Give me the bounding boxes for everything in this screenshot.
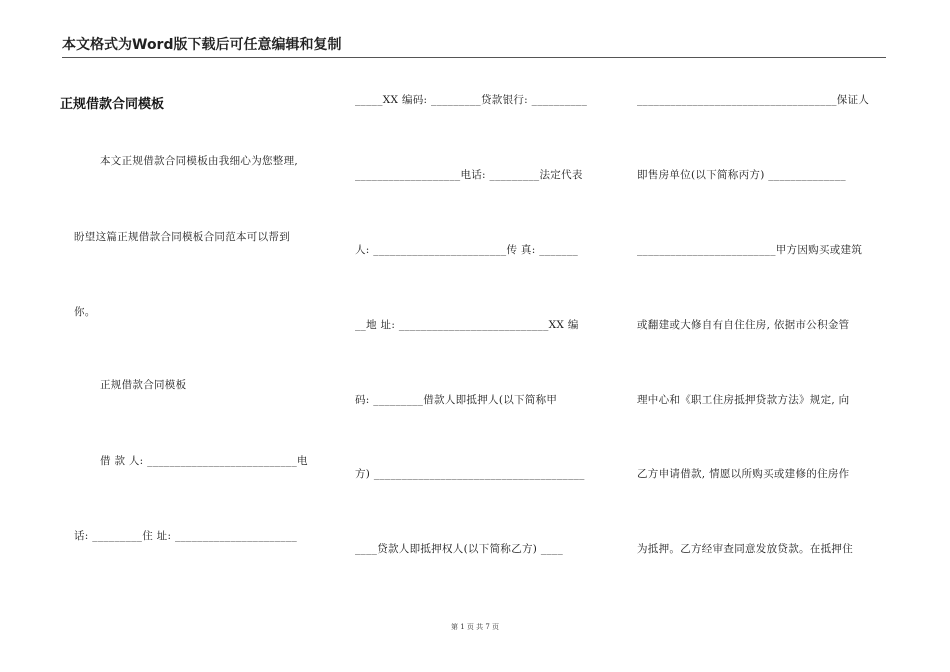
section-heading: 正规借款合同模板 — [100, 379, 187, 391]
paragraph-line: 为抵押。乙方经审查同意发放贷款。在抵押住 — [637, 543, 853, 555]
form-line-borrower: 借 款 人: ___________________________电 — [100, 455, 308, 467]
form-line-phone-address: 话: _________住 址: ______________________ — [74, 530, 298, 542]
form-line: 人: ________________________传 真: _______ — [355, 244, 579, 256]
paragraph-line: 理中心和《职工住房抵押贷款方法》规定, 向 — [637, 394, 850, 406]
form-line: 即售房单位(以下简称丙方) ______________ — [637, 169, 846, 181]
column-3 — [637, 0, 885, 672]
form-line: _____XX 编码: _________贷款银行: __________ — [355, 94, 588, 106]
form-line: _________________________甲方因购买或建筑 — [637, 244, 863, 256]
form-line: ____________________________________保证人 — [637, 94, 870, 106]
column-2 — [355, 0, 607, 672]
form-line: ___________________电话: _________法定代表 — [355, 169, 583, 181]
column-1 — [74, 0, 334, 672]
paragraph-line: 你。 — [74, 306, 96, 318]
document-title: 正规借款合同模板 — [60, 97, 165, 112]
document-header: 本文格式为Word版下载后可任意编辑和复制 — [62, 34, 886, 58]
form-line: ____贷款人即抵押权人(以下简称乙方) ____ — [355, 543, 564, 555]
paragraph-line: 或翻建或大修自有自住住房, 依据市公积金管 — [637, 319, 850, 331]
page-number: 第 1 页 共 7 页 — [450, 623, 500, 631]
paragraph-line: 盼望这篇正规借款合同模板合同范本可以帮到 — [74, 231, 290, 243]
form-line: 码: _________借款人即抵押人(以下简称甲 — [355, 394, 558, 406]
paragraph-line: 乙方申请借款, 情愿以所购买或建修的住房作 — [637, 468, 850, 480]
paragraph-line: 本文正规借款合同模板由我细心为您整理, — [100, 155, 299, 167]
form-line: 方) ______________________________________ — [355, 468, 585, 480]
form-line: __地 址: ___________________________XX 编 — [355, 319, 579, 331]
